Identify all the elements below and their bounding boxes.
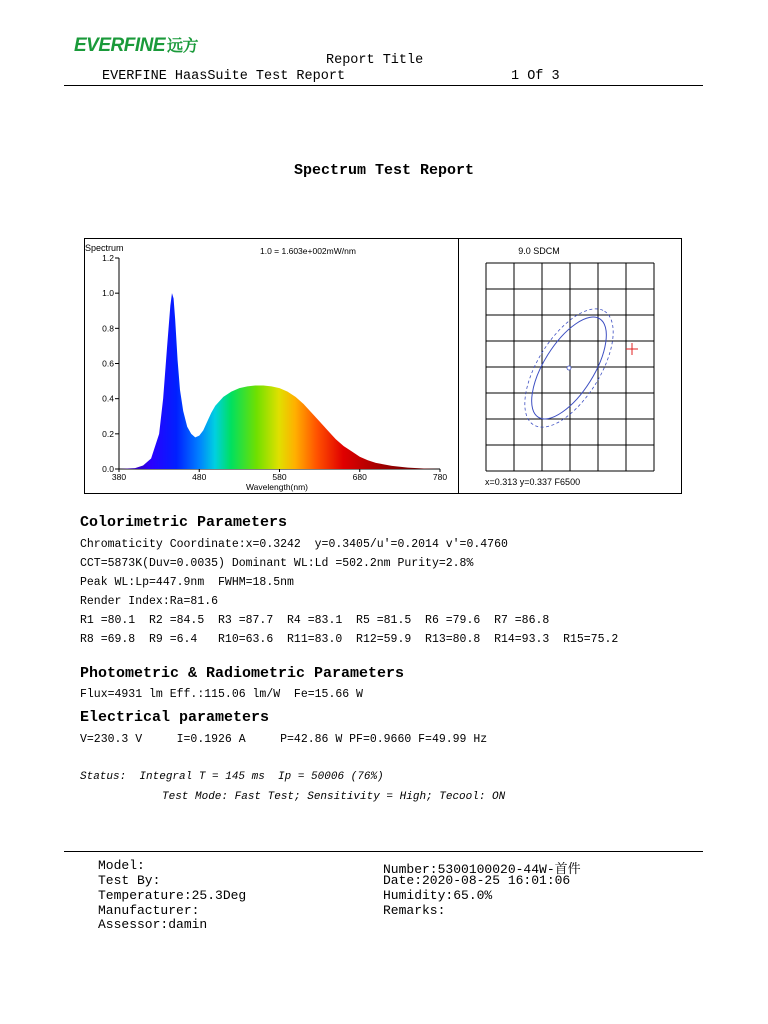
spectrum-subtitle: 1.0 = 1.603e+002mW/nm: [260, 246, 356, 256]
x-tick-label: 380: [111, 472, 127, 482]
footer-temperature: Temperature:25.3Deg: [98, 888, 247, 903]
footer-rule: [64, 851, 703, 852]
measured-point-marker: [626, 343, 638, 355]
spectrum-area: [119, 293, 440, 469]
footer-humidity: Humidity:65.0%: [383, 888, 493, 903]
x-tick-label: 780: [432, 472, 448, 482]
footer-remarks: Remarks:: [383, 903, 446, 918]
r8-r15-line: R8 =69.8 R9 =6.4 R10=63.6 R11=83.0 R12=59.9 R13=80.8 R14=93.3 R15=75.2: [80, 633, 619, 646]
spectrum-y-ticks: [102, 253, 119, 474]
y-tick-label: 1.0: [102, 288, 114, 299]
footer-test-by: Test By:: [98, 873, 161, 888]
x-tick-label: 480: [192, 472, 207, 482]
y-tick-label: 1.2: [102, 253, 114, 263]
report-name: EVERFINE HaasSuite Test Report: [102, 69, 346, 84]
y-tick-label: 0.6: [102, 358, 114, 369]
footer-model: Model:: [98, 858, 145, 873]
logo-cn: 远方: [167, 38, 199, 55]
cct-line: CCT=5873K(Duv=0.0035) Dominant WL:Ld =502.2nm Purity=2.8%: [80, 557, 474, 570]
chromaticity-line: Chromaticity Coordinate:x=0.3242 y=0.3405/u'=0.2014 v'=0.4760: [80, 538, 508, 551]
spectrum-xlabel: Wavelength(nm): [245, 482, 309, 492]
colorimetric-heading: Colorimetric Parameters: [80, 514, 288, 531]
spectrum-x-ticks: [112, 469, 447, 482]
footer-date: Date:2020-08-25 16:01:06: [383, 873, 571, 888]
spectrum-title: Spectrum: [85, 243, 124, 253]
sdcm-title: 9.0 SDCM: [518, 246, 560, 256]
figure-svg: [84, 238, 682, 494]
y-tick-label: 0.8: [102, 323, 114, 334]
render-index-line: Render Index:Ra=81.6: [80, 595, 219, 608]
everfine-logo: [74, 33, 198, 57]
electrical-line: V=230.3 V I=0.1926 A P=42.86 W PF=0.9660 F=49.99 Hz: [80, 733, 488, 746]
flux-line: Flux=4931 lm Eff.:115.06 lm/W Fe=15.66 W: [80, 688, 363, 701]
page-title: Spectrum Test Report: [293, 162, 475, 179]
header-rule: [64, 85, 703, 86]
report-title-label: Report Title: [326, 53, 424, 68]
sdcm-center-point: [567, 366, 571, 370]
y-tick-label: 0.4: [102, 393, 114, 404]
photometric-heading: Photometric & Radiometric Parameters: [80, 665, 405, 682]
x-tick-label: 680: [352, 472, 367, 482]
peak-line: Peak WL:Lp=447.9nm FWHM=18.5nm: [80, 576, 294, 589]
footer-manufacturer: Manufacturer:: [98, 903, 200, 918]
status-line: Status: Integral T = 145 ms Ip = 50006 (76%): [80, 771, 384, 783]
electrical-heading: Electrical parameters: [80, 709, 270, 726]
y-tick-label: 0.2: [102, 428, 114, 439]
r1-r7-line: R1 =80.1 R2 =84.5 R3 =87.7 R4 =83.1 R5 =81.5 R6 =79.6 R7 =86.8: [80, 614, 550, 627]
footer-number: Number:5300100020-44W-首件: [383, 862, 581, 877]
sdcm-caption: x=0.313 y=0.337 F6500: [485, 477, 581, 487]
x-tick-label: 580: [272, 472, 287, 482]
page-info: 1 Of 3: [511, 69, 560, 84]
y-tick-label: 0.0: [102, 464, 114, 474]
logo-text: EVERFINE: [74, 35, 166, 56]
footer-assessor: Assessor:damin: [98, 917, 208, 932]
test-mode-line: Test Mode: Fast Test; Sensitivity = High; Tecool: ON: [162, 791, 506, 803]
